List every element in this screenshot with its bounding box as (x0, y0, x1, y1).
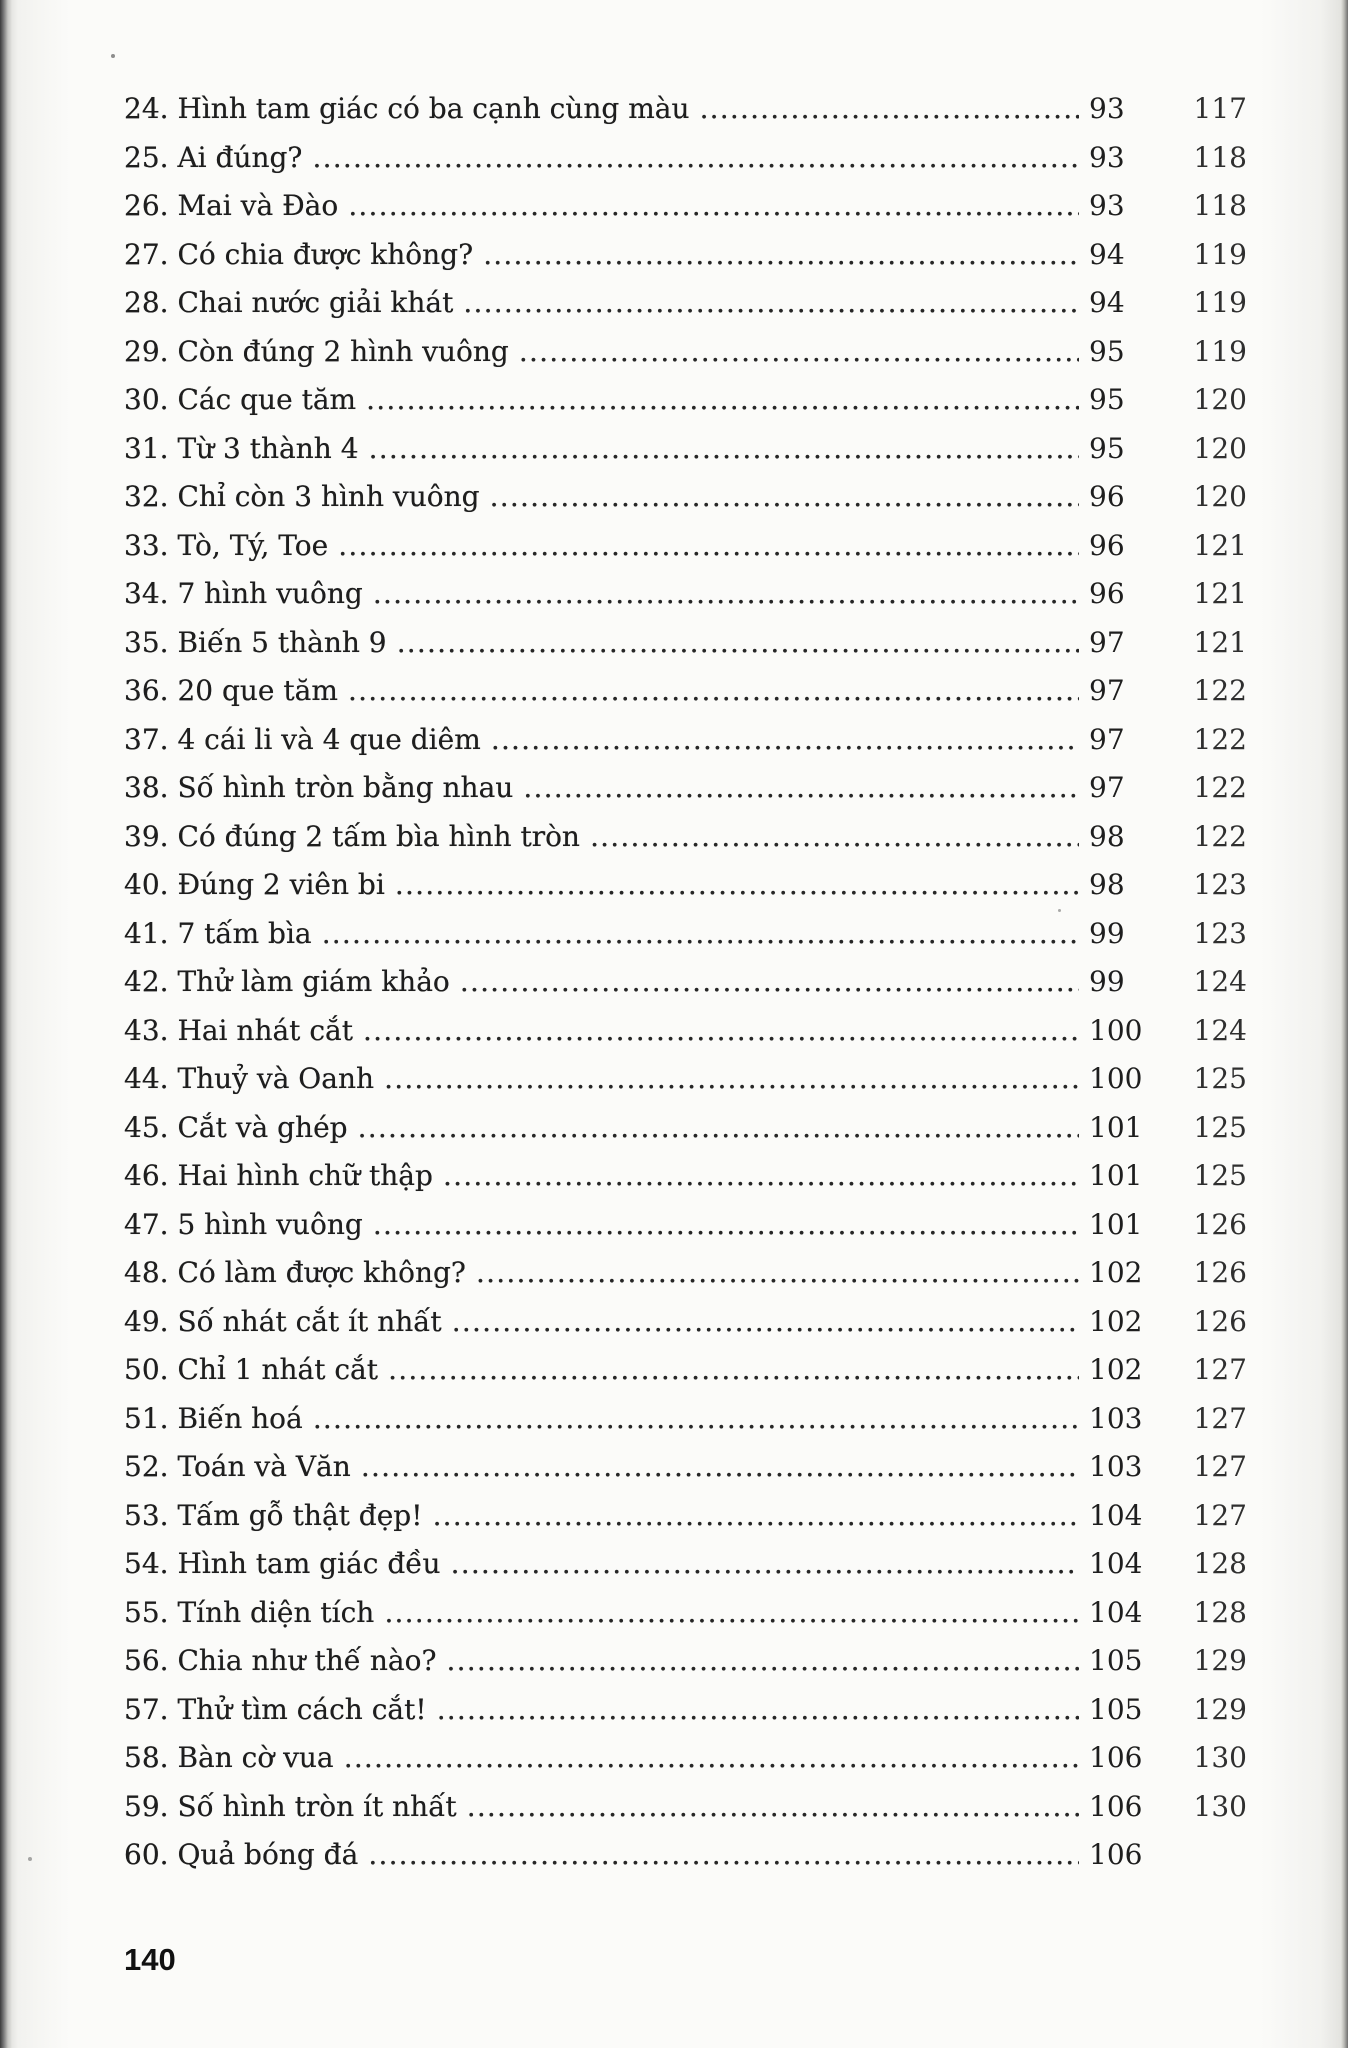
toc-entry-number: 37. (124, 722, 169, 756)
toc-entry-page: 103 (1079, 1442, 1219, 1491)
toc-entry-page: 104 (1079, 1588, 1219, 1637)
toc-entry-number: 26. (124, 189, 169, 222)
toc-entry-page: 101 (1079, 1103, 1219, 1152)
toc-entry-title (124, 1539, 1084, 1588)
toc-entry (124, 1539, 1249, 1588)
page-number: 140 (124, 1942, 176, 1977)
toc-entry-answer-page: 117 (1193, 92, 1247, 125)
toc-entry-text: Đúng 2 viên bi (177, 868, 385, 901)
toc-entry-answer-page: 125 (1193, 1159, 1247, 1192)
toc-entry-page: 99 (1079, 957, 1219, 1006)
toc-entry-number: 41. (124, 916, 169, 950)
toc-entry-title (124, 1636, 1084, 1685)
toc-entry-answer-page: 126 (1193, 1207, 1247, 1241)
toc-entry (124, 763, 1249, 812)
toc-entry-answer-page: 121 (1193, 577, 1247, 610)
toc-entry-title (124, 1151, 1084, 1200)
toc-entry-text: Hình tam giác có ba cạnh cùng màu (177, 92, 690, 125)
toc-entry-text: Tính diện tích (177, 1595, 375, 1629)
toc-entry-text: 20 que tăm (177, 674, 338, 707)
toc-entry-number: 32. (124, 480, 169, 513)
toc-entry-page: 94 (1079, 230, 1219, 279)
toc-entry-title (124, 1103, 1084, 1152)
toc-entry-page: 96 (1079, 569, 1219, 618)
toc-entry (124, 1200, 1249, 1249)
toc-entry-text: Cắt và ghép (177, 1110, 348, 1144)
toc-entry-text: Các que tăm (177, 383, 357, 416)
toc-entry-text: Chỉ 1 nhát cắt (177, 1353, 379, 1386)
toc-entry-answer-page: 122 (1193, 722, 1247, 756)
toc-entry-answer-page: 124 (1193, 1013, 1247, 1047)
toc-entry-text: Từ 3 thành 4 (177, 431, 359, 465)
toc-entry-number: 57. (124, 1692, 169, 1726)
toc-entry (124, 1297, 1249, 1346)
toc-entry (124, 860, 1249, 909)
toc-entry-text: Thử tìm cách cắt! (177, 1692, 427, 1726)
toc-entry (124, 133, 1249, 182)
toc-entry-page: 102 (1079, 1248, 1219, 1297)
toc-entry-title (124, 1685, 1084, 1734)
toc-entry-answer-page: 122 (1193, 771, 1247, 804)
toc-entry (124, 1006, 1249, 1055)
toc-entry (124, 957, 1249, 1006)
toc-entry-page: 94 (1079, 278, 1219, 327)
toc-entry (124, 424, 1249, 473)
print-speck (111, 54, 115, 58)
toc-entry-title (124, 666, 1084, 715)
toc-entry-page: 102 (1079, 1297, 1219, 1346)
toc-entry-title (124, 278, 1084, 327)
toc-entry-number: 56. (124, 1644, 169, 1677)
toc-entry-answer-page: 129 (1193, 1644, 1247, 1677)
toc-entry (124, 1588, 1249, 1637)
toc-entry-page: 100 (1079, 1054, 1219, 1103)
toc-entry-number: 54. (124, 1547, 169, 1580)
toc-entry-number: 46. (124, 1159, 169, 1192)
toc-entry-text: Số nhát cắt ít nhất (177, 1304, 442, 1338)
toc-entry-page: 95 (1079, 375, 1219, 424)
toc-entry-title (124, 181, 1084, 230)
toc-entry-text: Số hình tròn bằng nhau (177, 771, 514, 804)
toc-entry-number: 24. (124, 92, 169, 125)
toc-entry-text: Tấm gỗ thật đẹp! (177, 1498, 423, 1532)
toc-entry-page: 106 (1079, 1830, 1219, 1879)
toc-entry-title (124, 1782, 1084, 1831)
toc-entry (124, 1345, 1249, 1394)
toc-entry-text: Hình tam giác đều (177, 1547, 441, 1580)
toc-entry (124, 1151, 1249, 1200)
toc-entry-number: 59. (124, 1789, 169, 1823)
toc-entry (124, 1054, 1249, 1103)
toc-entry-title (124, 1588, 1084, 1637)
toc-entry-title (124, 909, 1084, 958)
toc-entry-text: Còn đúng 2 hình vuông (177, 334, 509, 368)
toc-entry-page: 103 (1079, 1394, 1219, 1443)
toc-entry-number: 47. (124, 1207, 169, 1241)
toc-entry-answer-page: 128 (1193, 1547, 1247, 1580)
toc-entry-number: 29. (124, 334, 169, 368)
toc-entry (124, 618, 1249, 667)
toc-entry-number: 42. (124, 965, 169, 998)
toc-entry-text: Chai nước giải khát (177, 286, 454, 319)
toc-entry-text: Biến 5 thành 9 (177, 625, 387, 659)
toc-entry-page: 97 (1079, 666, 1219, 715)
toc-entry (124, 375, 1249, 424)
toc-entry-title (124, 860, 1084, 909)
toc-entry-title (124, 133, 1084, 182)
toc-entry-page: 104 (1079, 1539, 1219, 1588)
page-edge-shadow (1341, 0, 1348, 2048)
toc-entry-title (124, 1006, 1084, 1055)
toc-entry-answer-page: 123 (1193, 916, 1247, 950)
toc-entry-text: Bàn cờ vua (177, 1741, 334, 1774)
toc-entry-text: Quả bóng đá (177, 1838, 359, 1871)
toc-entry-text: Chỉ còn 3 hình vuông (177, 480, 480, 513)
toc-entry-number: 43. (124, 1013, 169, 1047)
toc-entry-text: Hai hình chữ thập (177, 1159, 433, 1192)
toc-entry-answer-page: 122 (1193, 819, 1247, 853)
toc-entry-text: Toán và Văn (177, 1450, 351, 1483)
toc-entry-title (124, 957, 1084, 1006)
toc-entry-title (124, 763, 1084, 812)
toc-entry-title (124, 812, 1084, 861)
toc-entry-page: 98 (1079, 860, 1219, 909)
toc-entry-title (124, 715, 1084, 764)
toc-entry-number: 58. (124, 1741, 169, 1774)
toc-entry-answer-page: 127 (1193, 1450, 1247, 1483)
toc-entry-answer-page: 119 (1193, 286, 1247, 319)
toc-entry (124, 1103, 1249, 1152)
toc-entry (124, 521, 1249, 570)
toc-entry-answer-page: 129 (1193, 1692, 1247, 1726)
toc-entry (124, 1442, 1249, 1491)
toc-entry-number: 48. (124, 1256, 169, 1289)
toc-entry-text: Có làm được không? (177, 1256, 466, 1289)
toc-entry-number: 28. (124, 286, 169, 319)
toc-entry-number: 45. (124, 1110, 169, 1144)
toc-entry-title (124, 375, 1084, 424)
toc-entry-answer-page: 120 (1193, 431, 1247, 465)
toc-entry-title (124, 1248, 1084, 1297)
toc-entry-answer-page: 125 (1193, 1110, 1247, 1144)
toc-entry-page: 96 (1079, 521, 1219, 570)
toc-entry (124, 181, 1249, 230)
toc-entry (124, 909, 1249, 958)
toc-entry-number: 35. (124, 625, 169, 659)
toc-entry-page: 96 (1079, 472, 1219, 521)
toc-entry-title (124, 424, 1084, 473)
toc-entry-answer-page: 130 (1193, 1741, 1247, 1774)
toc-entry-page: 93 (1079, 84, 1219, 133)
toc-entry (124, 569, 1249, 618)
toc-entry-answer-page: 119 (1193, 237, 1247, 271)
toc-entry-title (124, 1297, 1084, 1346)
toc-entry-number: 25. (124, 140, 169, 174)
toc-entry (124, 666, 1249, 715)
toc-entry-number: 39. (124, 819, 169, 853)
toc-entry-page: 93 (1079, 133, 1219, 182)
toc-entry-text: Thuỷ và Oanh (177, 1062, 375, 1095)
toc-entry-number: 52. (124, 1450, 169, 1483)
toc-entry-page: 105 (1079, 1685, 1219, 1734)
toc-entry (124, 812, 1249, 861)
toc-entry (124, 230, 1249, 279)
toc-entry-number: 51. (124, 1401, 169, 1435)
toc-entry-title (124, 1733, 1084, 1782)
toc-entry-text: Mai và Đào (177, 189, 339, 222)
toc-entry-number: 50. (124, 1353, 169, 1386)
toc-entry-number: 31. (124, 431, 169, 465)
toc-entry-answer-page: 126 (1193, 1304, 1247, 1338)
toc-entry-number: 27. (124, 237, 169, 271)
toc-entry-page: 99 (1079, 909, 1219, 958)
toc-entry-page: 97 (1079, 715, 1219, 764)
toc-entry-answer-page: 124 (1193, 965, 1247, 998)
toc-entry-text: Ai đúng? (177, 140, 303, 174)
toc-entry-page: 97 (1079, 763, 1219, 812)
toc-entry (124, 1248, 1249, 1297)
toc-entry-number: 55. (124, 1595, 169, 1629)
toc-entry-number: 34. (124, 577, 169, 610)
toc-entry-answer-page: 127 (1193, 1401, 1247, 1435)
toc-entry-text: 7 tấm bìa (177, 916, 312, 950)
toc-entry-text: Thử làm giám khảo (177, 965, 450, 998)
toc-entry-answer-page: 120 (1193, 480, 1247, 513)
toc-entry-answer-page: 130 (1193, 1789, 1247, 1823)
toc-entry-page: 105 (1079, 1636, 1219, 1685)
toc-entry-answer-page: 121 (1193, 625, 1247, 659)
toc-entry-answer-page: 125 (1193, 1062, 1247, 1095)
toc-entry-text: 5 hình vuông (177, 1207, 363, 1241)
toc-entry-number: 33. (124, 528, 169, 562)
toc-entry (124, 1782, 1249, 1831)
toc-entry (124, 278, 1249, 327)
toc-entry-title (124, 1830, 1084, 1879)
toc-entry-page: 100 (1079, 1006, 1219, 1055)
toc-entry-title (124, 618, 1084, 667)
toc-entry-answer-page: 128 (1193, 1595, 1247, 1629)
toc-entry (124, 84, 1249, 133)
toc-entry-answer-page: 118 (1193, 189, 1247, 222)
toc-entry-answer-page: 126 (1193, 1256, 1247, 1289)
toc-entry-title (124, 327, 1084, 376)
toc-entry-page: 98 (1079, 812, 1219, 861)
toc-entry (124, 715, 1249, 764)
toc-entry-page: 106 (1079, 1782, 1219, 1831)
toc-entry-number: 36. (124, 674, 169, 707)
toc-entry-answer-page: 121 (1193, 528, 1247, 562)
toc-entry-text: Hai nhát cắt (177, 1013, 353, 1047)
toc-entry-title (124, 1200, 1084, 1249)
table-of-contents-list (124, 84, 1249, 1884)
toc-entry-page: 101 (1079, 1151, 1219, 1200)
toc-entry (124, 1636, 1249, 1685)
toc-entry-title (124, 569, 1084, 618)
toc-entry-answer-page: 127 (1193, 1353, 1247, 1386)
toc-entry-title (124, 230, 1084, 279)
toc-entry-text: Số hình tròn ít nhất (177, 1789, 457, 1823)
toc-entry-page: 102 (1079, 1345, 1219, 1394)
toc-entry-page: 95 (1079, 327, 1219, 376)
toc-entry-title (124, 1054, 1084, 1103)
toc-entry-text: Chia như thế nào? (177, 1644, 437, 1677)
toc-entry-number: 40. (124, 868, 169, 901)
toc-entry-number: 30. (124, 383, 169, 416)
toc-entry-title (124, 1491, 1084, 1540)
toc-entry-text: 4 cái li và 4 que diêm (177, 722, 481, 756)
toc-entry-title (124, 521, 1084, 570)
toc-entry-page: 106 (1079, 1733, 1219, 1782)
toc-entry-number: 53. (124, 1498, 169, 1532)
toc-entry-text: Có chia được không? (177, 237, 474, 271)
toc-entry-page: 104 (1079, 1491, 1219, 1540)
toc-entry-title (124, 1345, 1084, 1394)
toc-entry-title (124, 1394, 1084, 1443)
toc-entry-title (124, 1442, 1084, 1491)
toc-entry-answer-page: 123 (1193, 868, 1247, 901)
toc-entry-text: Tò, Tý, Toe (177, 528, 329, 562)
book-binding-edge (0, 0, 12, 2048)
toc-entry (124, 472, 1249, 521)
toc-entry-page: 101 (1079, 1200, 1219, 1249)
toc-entry (124, 1685, 1249, 1734)
toc-entry-answer-page: 122 (1193, 674, 1247, 707)
toc-entry-title (124, 472, 1084, 521)
toc-entry-title (124, 84, 1084, 133)
toc-entry-answer-page: 118 (1193, 140, 1247, 174)
toc-entry-page: 95 (1079, 424, 1219, 473)
toc-entry (124, 1491, 1249, 1540)
toc-entry-answer-page: 120 (1193, 383, 1247, 416)
toc-entry-text: 7 hình vuông (177, 577, 363, 610)
toc-entry (124, 1830, 1249, 1879)
toc-entry-answer-page: 127 (1193, 1498, 1247, 1532)
print-speck (28, 1857, 32, 1861)
toc-entry-page: 97 (1079, 618, 1219, 667)
toc-entry (124, 327, 1249, 376)
toc-entry (124, 1733, 1249, 1782)
toc-entry-number: 44. (124, 1062, 169, 1095)
toc-entry-answer-page: 119 (1193, 334, 1247, 368)
toc-entry-number: 49. (124, 1304, 169, 1338)
toc-entry-number: 38. (124, 771, 169, 804)
toc-entry-text: Có đúng 2 tấm bìa hình tròn (177, 819, 580, 853)
toc-entry-number: 60. (124, 1838, 169, 1871)
toc-entry-text: Biến hoá (177, 1401, 303, 1435)
toc-entry-page: 93 (1079, 181, 1219, 230)
toc-entry (124, 1394, 1249, 1443)
